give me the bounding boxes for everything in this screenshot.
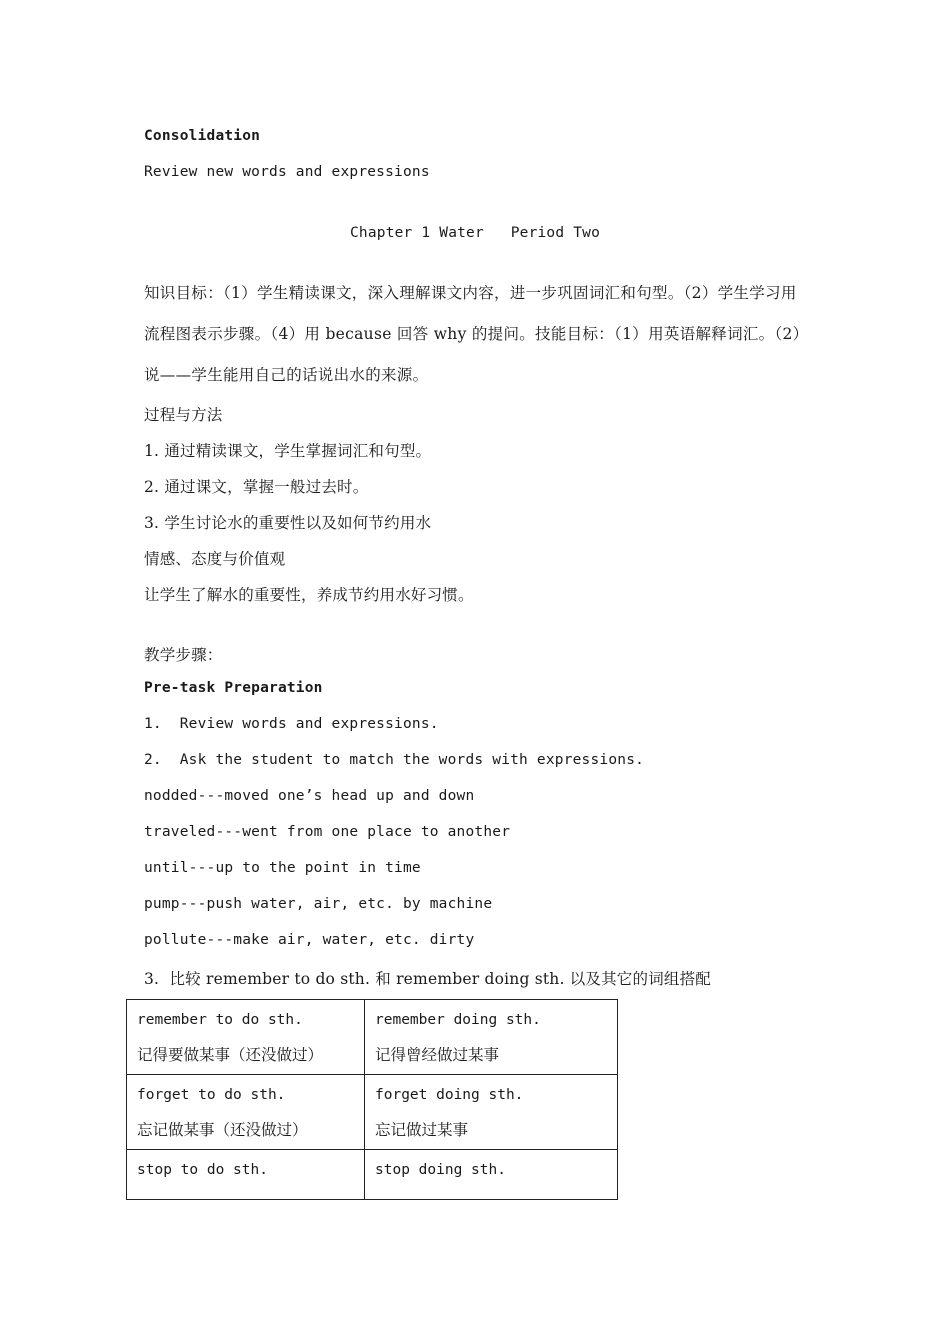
steps-heading: 教学步骤：: [144, 646, 223, 664]
match-line-2: traveled---went from one place to another: [144, 824, 511, 840]
table-row: [127, 1150, 618, 1200]
process-heading: 过程与方法: [144, 406, 223, 424]
table-cell: [365, 1150, 618, 1200]
cell-english: stop doing sth.: [375, 1162, 506, 1178]
consolidation-text: Review new words and expressions: [144, 164, 430, 180]
cell-english: stop to do sth.: [137, 1162, 268, 1178]
match-line-3: until---up to the point in time: [144, 860, 421, 876]
comparison-table: [126, 999, 618, 1200]
match-line-1: nodded---moved one’s head up and down: [144, 788, 475, 804]
pretask-item-2: 2. Ask the student to match the words with expressions.: [144, 752, 645, 768]
pretask-item-1: 1. Review words and expressions.: [144, 716, 439, 732]
table-row: [127, 1075, 618, 1150]
pretask-item-3: 3. 比较 remember to do sth. 和 remember doing sth. 以及其它的词组搭配: [144, 970, 712, 988]
cell-english: remember doing sth.: [375, 1012, 541, 1028]
values-heading: 情感、态度与价值观: [144, 550, 286, 568]
process-item-1: 1. 通过精读课文，学生掌握词汇和句型。: [144, 442, 432, 460]
match-line-4: pump---push water, air, etc. by machine: [144, 896, 493, 912]
table-cell: [127, 1000, 365, 1075]
chapter-title: Chapter 1 Water Period Two: [349, 225, 601, 241]
cell-chinese: 忘记做过某事: [375, 1121, 469, 1139]
pretask-heading: Pre-task Preparation: [144, 680, 323, 696]
table-cell: [365, 1000, 618, 1075]
table-cell: [127, 1150, 365, 1200]
process-item-2: 2. 通过课文，掌握一般过去时。: [144, 478, 369, 496]
objectives-paragraph: 知识目标：（1）学生精读课文，深入理解课文内容，进一步巩固词汇和句型。（2）学生学习用流程图表示步骤。（4）用 because 回答 why 的提问。技能目标：（1）用英语解释词汇。（2）说——学生能用自己的话说出水的来源。: [144, 284, 801, 384]
cell-chinese: 记得曾经做过某事: [375, 1046, 500, 1064]
cell-english: forget doing sth.: [375, 1087, 524, 1103]
cell-chinese: 记得要做某事（还没做过）: [137, 1046, 324, 1064]
cell-english: remember to do sth.: [137, 1012, 303, 1028]
table-cell: [365, 1075, 618, 1150]
cell-chinese: 忘记做某事（还没做过）: [137, 1121, 308, 1139]
table-row: [127, 1000, 618, 1075]
match-line-5: pollute---make air, water, etc. dirty: [144, 932, 475, 948]
cell-english: forget to do sth.: [137, 1087, 286, 1103]
table-cell: [127, 1075, 365, 1150]
process-item-3: 3. 学生讨论水的重要性以及如何节约用水: [144, 514, 432, 532]
values-text: 让学生了解水的重要性，养成节约用水好习惯。: [144, 586, 474, 604]
consolidation-heading: Consolidation: [144, 128, 261, 144]
